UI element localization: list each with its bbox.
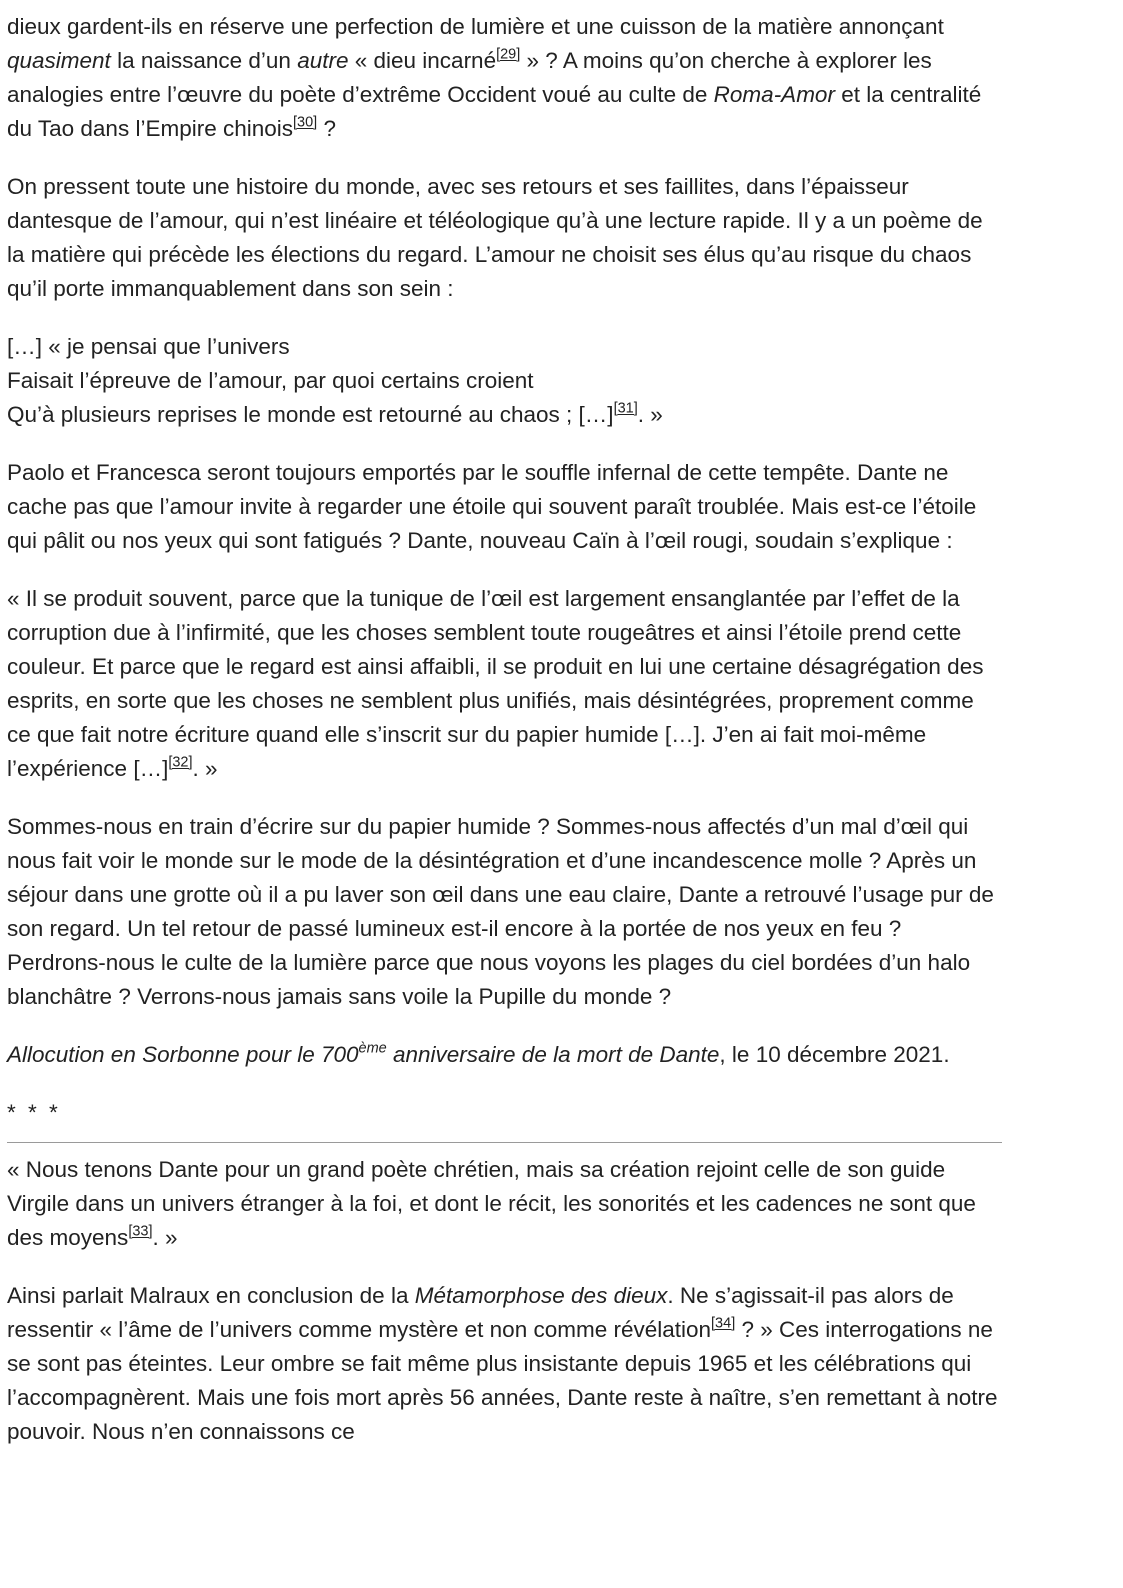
italic-text: Roma-Amor [713,82,835,107]
footnote-link-30[interactable]: [30] [293,114,318,131]
footnote-ref-32 [168,755,192,771]
text: Qu’à plusieurs reprises le monde est retourné au chaos ; […] [7,402,614,427]
section-stars: * * * [7,1100,61,1125]
italic-text: Allocution en Sorbonne pour le 700 [7,1042,359,1067]
text: ? » Ces interrogations ne se sont pas éteintes. Leur ombre se fait même plus insistante depuis 1965 et les célébrations qui l’accompagnèrent. Mais une fois mort après 56 années, Dante reste à naître, s’en remettant à notre pouvoir. Nous n’en connaissons ce [7,1317,998,1444]
footnote-ref-31 [614,401,638,417]
article-body [7,10,1002,1473]
signature-line [7,1038,1002,1072]
text: la naissance d’un [110,48,298,73]
quote-2 [7,1153,1002,1255]
poem-line-3 [7,398,1002,432]
poem-line-1: […] « je pensai que l’univers [7,334,290,359]
footnote-link-34[interactable]: [34] [711,1315,736,1332]
text: ? [317,116,336,141]
section-divider [7,1142,1002,1143]
paragraph-3: Paolo et Francesca seront toujours emportés par le souffle infernal de cette tempête. Dante ne cache pas que l’amour invite à regarder une étoile qui souvent paraît troublée. Mais est-ce l’étoile qui pâlit ou nos yeux qui sont fatigués ? Dante, nouveau Caïn à l’œil rougi, soudain s’explique : [7,460,977,553]
text: « Nous tenons Dante pour un grand poète chrétien, mais sa création rejoint celle de son guide Virgile dans un univers étranger à la foi, et dont le récit, les sonorités et les cadences ne sont que des moyens [7,1157,976,1250]
text: » ? A moins qu’on cherche à explorer les analogies entre l’œuvre du poète d’extrême Occident voué au culte de [7,48,932,107]
superscript-text: ème [358,1040,387,1057]
text: . » [637,402,663,427]
text: et la centralité du Tao dans l’Empire chinois [7,82,982,141]
paragraph-4: Sommes-nous en train d’écrire sur du papier humide ? Sommes-nous affectés d’un mal d’œil qui nous fait voir le monde sur le mode de la désintégration et d’une incandescence molle ? Après un séjour dans une grotte où il a pu laver son œil dans une eau claire, Dante a retrouvé l’usage pur de son regard. Un tel retour de passé lumineux est-il encore à la portée de nos yeux en feu ? Perdrons-nous le culte de la lumière parce que nous voyons les plages du ciel bordées d’un halo blanchâtre ? Verrons-nous jamais sans voile la Pupille du monde ? [7,814,994,1009]
footnote-link-31[interactable]: [31] [613,400,638,417]
quote-1 [7,582,1002,786]
footnote-ref-34 [711,1316,735,1332]
footnote-link-32[interactable]: [32] [168,754,193,771]
footnote-link-29[interactable]: [29] [496,46,521,63]
superscript [359,1041,387,1057]
text: . » [192,756,218,781]
text: « Il se produit souvent, parce que la tunique de l’œil est largement ensanglantée par l’effet de la corruption due à l’infirmité, que les choses semblent toute rougeâtres et ainsi l’étoile prend cette couleur. Et parce que le regard est ainsi affaibli, il se produit en lui une certaine désagrégation des esprits, en sorte que les choses ne semblent plus unifiés, mais désintégrées, proprement comme ce que fait notre écriture quand elle s’inscrit sur du papier humide […]. J’en ai fait moi-même l’expérience […] [7,586,984,781]
text: . » [152,1225,178,1250]
italic-text: anniversaire de la mort de Dante [386,1042,720,1067]
text: « dieu incarné [348,48,497,73]
italic-text: autre [297,48,349,73]
poem-quote [7,330,1002,432]
text: . Ne s’agissait-il pas alors de ressentir « l’âme de l’univers comme mystère et non comme révélation [7,1283,954,1342]
italic-text: quasiment [7,48,111,73]
footnote-ref-33 [128,1224,152,1240]
paragraph-5 [7,1279,1002,1449]
footnote-ref-29 [496,47,520,63]
text: dieux gardent-ils en réserve une perfection de lumière et une cuisson de la matière annonçant [7,14,944,39]
footnote-ref-30 [293,115,317,131]
paragraph-1 [7,10,1002,146]
footnote-link-33[interactable]: [33] [128,1223,153,1240]
text: , le 10 décembre 2021. [719,1042,950,1067]
poem-line-2: Faisait l’épreuve de l’amour, par quoi certains croient [7,368,534,393]
text: Ainsi parlait Malraux en conclusion de la [7,1283,415,1308]
italic-text: Métamorphose des dieux [414,1283,668,1308]
paragraph-2: On pressent toute une histoire du monde, avec ses retours et ses faillites, dans l’épaisseur dantesque de l’amour, qui n’est linéaire et téléologique qu’à une lecture rapide. Il y a un poème de la matière qui précède les élections du regard. L’amour ne choisit ses élus qu’au risque du chaos qu’il porte immanquablement dans son sein : [7,174,983,301]
